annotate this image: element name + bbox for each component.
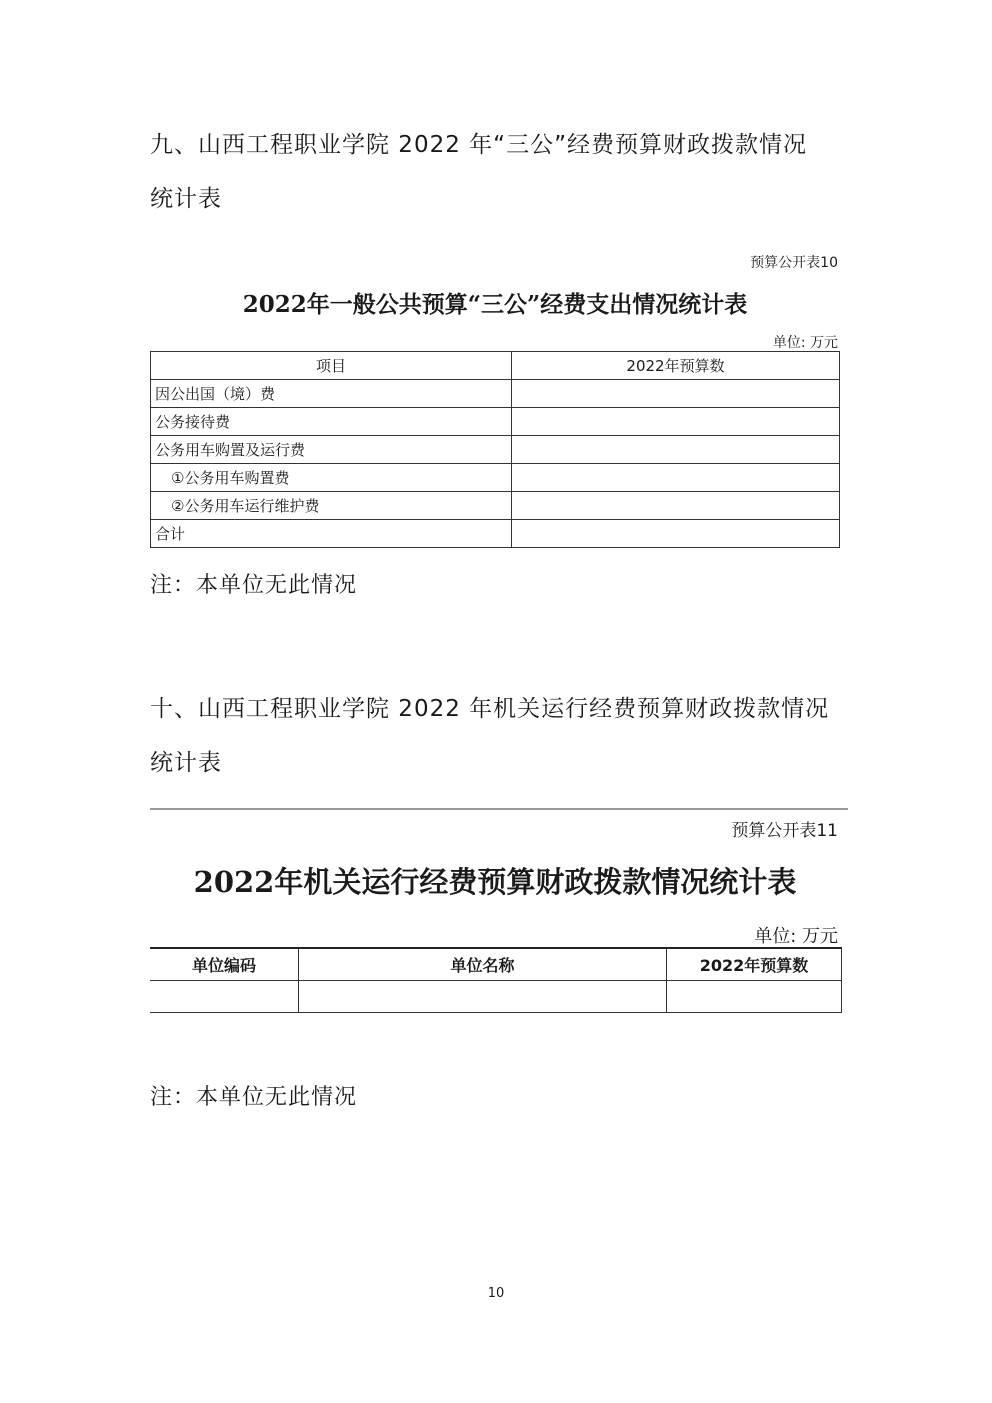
table-row — [151, 464, 840, 492]
header-budget: 2022年预算数 — [667, 948, 842, 981]
section10-table-tag: 预算公开表11 — [731, 821, 838, 841]
row-item: ②公务用车运行维护费 — [151, 492, 512, 520]
section10-heading-line1: 十、山西工程职业学院 2022 年机关运行经费预算财政拨款情况 — [150, 696, 830, 722]
table-row-total — [151, 520, 840, 548]
row-item: 因公出国（境）费 — [151, 380, 512, 408]
section9-unit: 单位: 万元 — [772, 335, 838, 351]
row-item: 公务用车购置及运行费 — [151, 436, 512, 464]
section10-table-title: 2022年机关运行经费预算财政拨款情况统计表 — [193, 865, 797, 899]
section10-unit: 单位: 万元 — [754, 926, 838, 947]
header-unit-name: 单位名称 — [299, 948, 667, 981]
table-header-row — [150, 948, 842, 981]
three-public-expenses-table — [150, 351, 840, 548]
section9-heading-line1: 九、山西工程职业学院 2022 年“三公”经费预算财政拨款情况 — [150, 132, 807, 158]
cell-unit-name — [299, 981, 667, 1013]
table-row — [151, 492, 840, 520]
operating-expenses-table — [150, 947, 842, 1013]
section10-note: 注：本单位无此情况 — [150, 1085, 358, 1110]
section10-heading-line2: 统计表 — [150, 750, 222, 776]
divider — [150, 808, 848, 810]
section9-heading — [150, 118, 850, 226]
section9-note: 注：本单位无此情况 — [150, 573, 358, 598]
row-value — [512, 464, 840, 492]
row-value — [512, 492, 840, 520]
section9-table-title: 2022年一般公共预算“三公”经费支出情况统计表 — [242, 291, 748, 318]
row-item: 合计 — [151, 520, 512, 548]
header-item: 项目 — [151, 352, 512, 380]
section9-table-tag: 预算公开表10 — [750, 255, 838, 271]
table-row — [151, 408, 840, 436]
section9-heading-line2: 统计表 — [150, 186, 222, 212]
cell-unit-code — [150, 981, 299, 1013]
table-row — [151, 380, 840, 408]
row-item: ①公务用车购置费 — [151, 464, 512, 492]
row-value — [512, 436, 840, 464]
table-row — [150, 981, 842, 1013]
header-unit-code: 单位编码 — [150, 948, 299, 981]
table-header-row — [151, 352, 840, 380]
page-number: 10 — [487, 1286, 505, 1301]
row-value — [512, 408, 840, 436]
table-row — [151, 436, 840, 464]
row-item: 公务接待费 — [151, 408, 512, 436]
cell-budget — [667, 981, 842, 1013]
row-value — [512, 380, 840, 408]
row-value — [512, 520, 840, 548]
header-budget: 2022年预算数 — [512, 352, 840, 380]
section10-heading — [150, 682, 850, 790]
